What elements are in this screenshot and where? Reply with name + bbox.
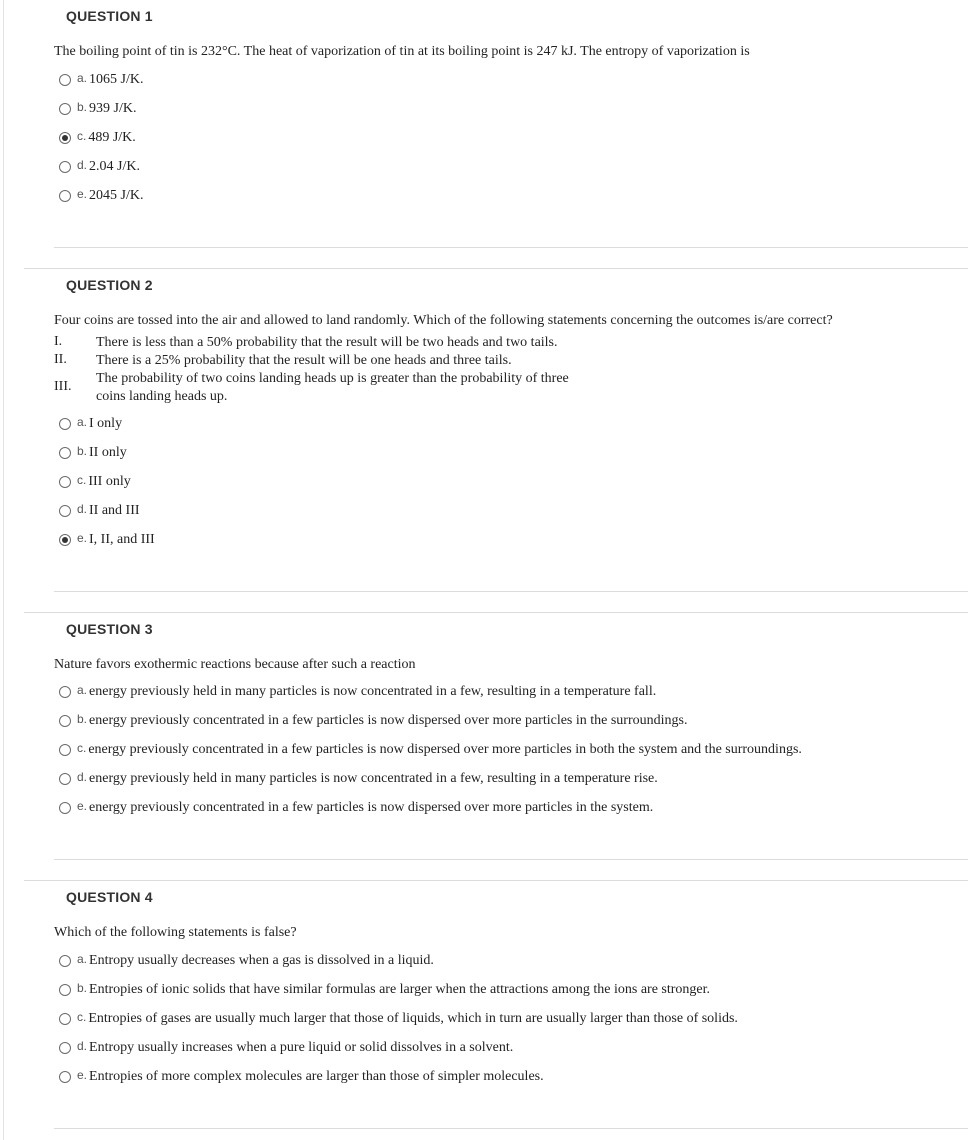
question-title: QUESTION 2 <box>66 277 153 293</box>
radio-button-d[interactable] <box>59 773 71 785</box>
answer-letter: d. <box>77 502 88 516</box>
radio-button-c[interactable] <box>59 744 71 756</box>
question-text: The boiling point of tin is 232°C. The heat of vaporization of tin at its boiling point is 247 kJ. The entropy of vaporization is <box>54 44 750 59</box>
question-divider <box>54 247 968 248</box>
question-title: QUESTION 3 <box>66 621 153 637</box>
question-text: Which of the following statements is false? <box>54 925 297 940</box>
answer-text: II and III <box>89 503 140 518</box>
answer-text: 2.04 J/K. <box>89 159 140 174</box>
answer-option-e[interactable] <box>59 1067 544 1087</box>
radio-button-a[interactable] <box>59 955 71 967</box>
answer-text: energy previously held in many particles is now concentrated in a few, resulting in a temperature rise. <box>89 771 658 786</box>
radio-button-b[interactable] <box>59 984 71 996</box>
radio-button-e-selected[interactable] <box>59 534 71 546</box>
answer-option-e[interactable] <box>59 186 143 206</box>
radio-button-b[interactable] <box>59 447 71 459</box>
answer-letter: b. <box>77 981 88 995</box>
answer-option-c[interactable] <box>59 1009 738 1029</box>
answer-letter: e. <box>77 1068 88 1082</box>
answer-option-e[interactable] <box>59 530 155 550</box>
answer-option-d[interactable] <box>59 157 140 177</box>
answer-option-b[interactable] <box>59 443 127 463</box>
radio-button-e[interactable] <box>59 802 71 814</box>
radio-button-a[interactable] <box>59 418 71 430</box>
statement-number: I. <box>54 334 63 349</box>
answer-letter: a. <box>77 952 88 966</box>
answer-text: Entropies of more complex molecules are larger than those of simpler molecules. <box>89 1069 544 1084</box>
answer-letter: d. <box>77 770 88 784</box>
answer-text: 1065 J/K. <box>89 72 144 87</box>
radio-button-e[interactable] <box>59 190 71 202</box>
statement-text: The probability of two coins landing heads up is greater than the probability of three <box>96 371 569 386</box>
statement-number: II. <box>54 352 67 367</box>
answer-letter: d. <box>77 158 88 172</box>
statement-text: coins landing heads up. <box>96 389 228 404</box>
question-divider <box>54 591 968 592</box>
answer-text: Entropies of gases are usually much larger that those of liquids, which in turn are usually larger than those of solids. <box>88 1011 738 1026</box>
answer-letter: c. <box>77 473 87 487</box>
answer-option-d[interactable] <box>59 1038 513 1058</box>
answer-text: I, II, and III <box>89 532 155 547</box>
statement-number: III. <box>54 379 72 394</box>
question-title: QUESTION 1 <box>66 8 153 24</box>
answer-option-c[interactable] <box>59 472 131 492</box>
answer-option-a[interactable] <box>59 70 143 90</box>
radio-button-b[interactable] <box>59 103 71 115</box>
answer-option-b[interactable] <box>59 711 687 731</box>
question-divider <box>54 1128 968 1129</box>
answer-text: Entropy usually increases when a pure liquid or solid dissolves in a solvent. <box>89 1040 514 1055</box>
answer-letter: b. <box>77 712 88 726</box>
answer-letter: b. <box>77 100 88 114</box>
radio-button-a[interactable] <box>59 74 71 86</box>
answer-text: III only <box>88 474 131 489</box>
answer-option-c[interactable] <box>59 128 136 148</box>
radio-button-d[interactable] <box>59 505 71 517</box>
answer-letter: d. <box>77 1039 88 1053</box>
radio-button-a[interactable] <box>59 686 71 698</box>
answer-option-b[interactable] <box>59 980 710 1000</box>
section-divider <box>24 268 968 269</box>
radio-button-e[interactable] <box>59 1071 71 1083</box>
answer-option-c[interactable] <box>59 740 802 760</box>
question-title: QUESTION 4 <box>66 889 153 905</box>
radio-button-d[interactable] <box>59 161 71 173</box>
statement-text: There is a 25% probability that the result will be one heads and three tails. <box>96 353 512 368</box>
radio-button-c-selected[interactable] <box>59 132 71 144</box>
answer-text: I only <box>89 416 123 431</box>
answer-letter: c. <box>77 1010 87 1024</box>
question-divider <box>54 859 968 860</box>
answer-option-a[interactable] <box>59 682 656 702</box>
question-text: Four coins are tossed into the air and allowed to land randomly. Which of the following statements concerning the outcomes is/are correct? <box>54 313 833 328</box>
answer-text: 489 J/K. <box>88 130 136 145</box>
answer-option-d[interactable] <box>59 769 658 789</box>
radio-button-b[interactable] <box>59 715 71 727</box>
answer-letter: c. <box>77 741 87 755</box>
answer-option-b[interactable] <box>59 99 136 119</box>
answer-text: 2045 J/K. <box>89 188 144 203</box>
question-text: Nature favors exothermic reactions because after such a reaction <box>54 657 416 672</box>
answer-option-a[interactable] <box>59 414 122 434</box>
answer-text: Entropies of ionic solids that have similar formulas are larger when the attractions among the ions are stronger. <box>89 982 711 997</box>
answer-letter: e. <box>77 531 88 545</box>
answer-text: energy previously held in many particles is now concentrated in a few, resulting in a temperature fall. <box>89 684 657 699</box>
answer-letter: a. <box>77 683 88 697</box>
radio-button-d[interactable] <box>59 1042 71 1054</box>
answer-option-d[interactable] <box>59 501 140 521</box>
answer-text: energy previously concentrated in a few particles is now dispersed over more particles in the system. <box>89 800 654 815</box>
section-divider <box>24 880 968 881</box>
answer-text: Entropy usually decreases when a gas is dissolved in a liquid. <box>89 953 434 968</box>
answer-text: energy previously concentrated in a few particles is now dispersed over more particles in both the system and the surroundings. <box>88 742 802 757</box>
answer-letter: a. <box>77 71 88 85</box>
answer-letter: e. <box>77 799 88 813</box>
answer-letter: b. <box>77 444 88 458</box>
radio-button-c[interactable] <box>59 476 71 488</box>
answer-option-e[interactable] <box>59 798 653 818</box>
answer-option-a[interactable] <box>59 951 434 971</box>
answer-letter: a. <box>77 415 88 429</box>
answer-letter: e. <box>77 187 88 201</box>
answer-text: energy previously concentrated in a few particles is now dispersed over more particles in the surroundings. <box>89 713 688 728</box>
page-left-border <box>3 0 4 1140</box>
section-divider <box>24 612 968 613</box>
answer-text: 939 J/K. <box>89 101 137 116</box>
answer-text: II only <box>89 445 127 460</box>
radio-button-c[interactable] <box>59 1013 71 1025</box>
answer-letter: c. <box>77 129 87 143</box>
statement-text: There is less than a 50% probability that the result will be two heads and two tails. <box>96 335 558 350</box>
